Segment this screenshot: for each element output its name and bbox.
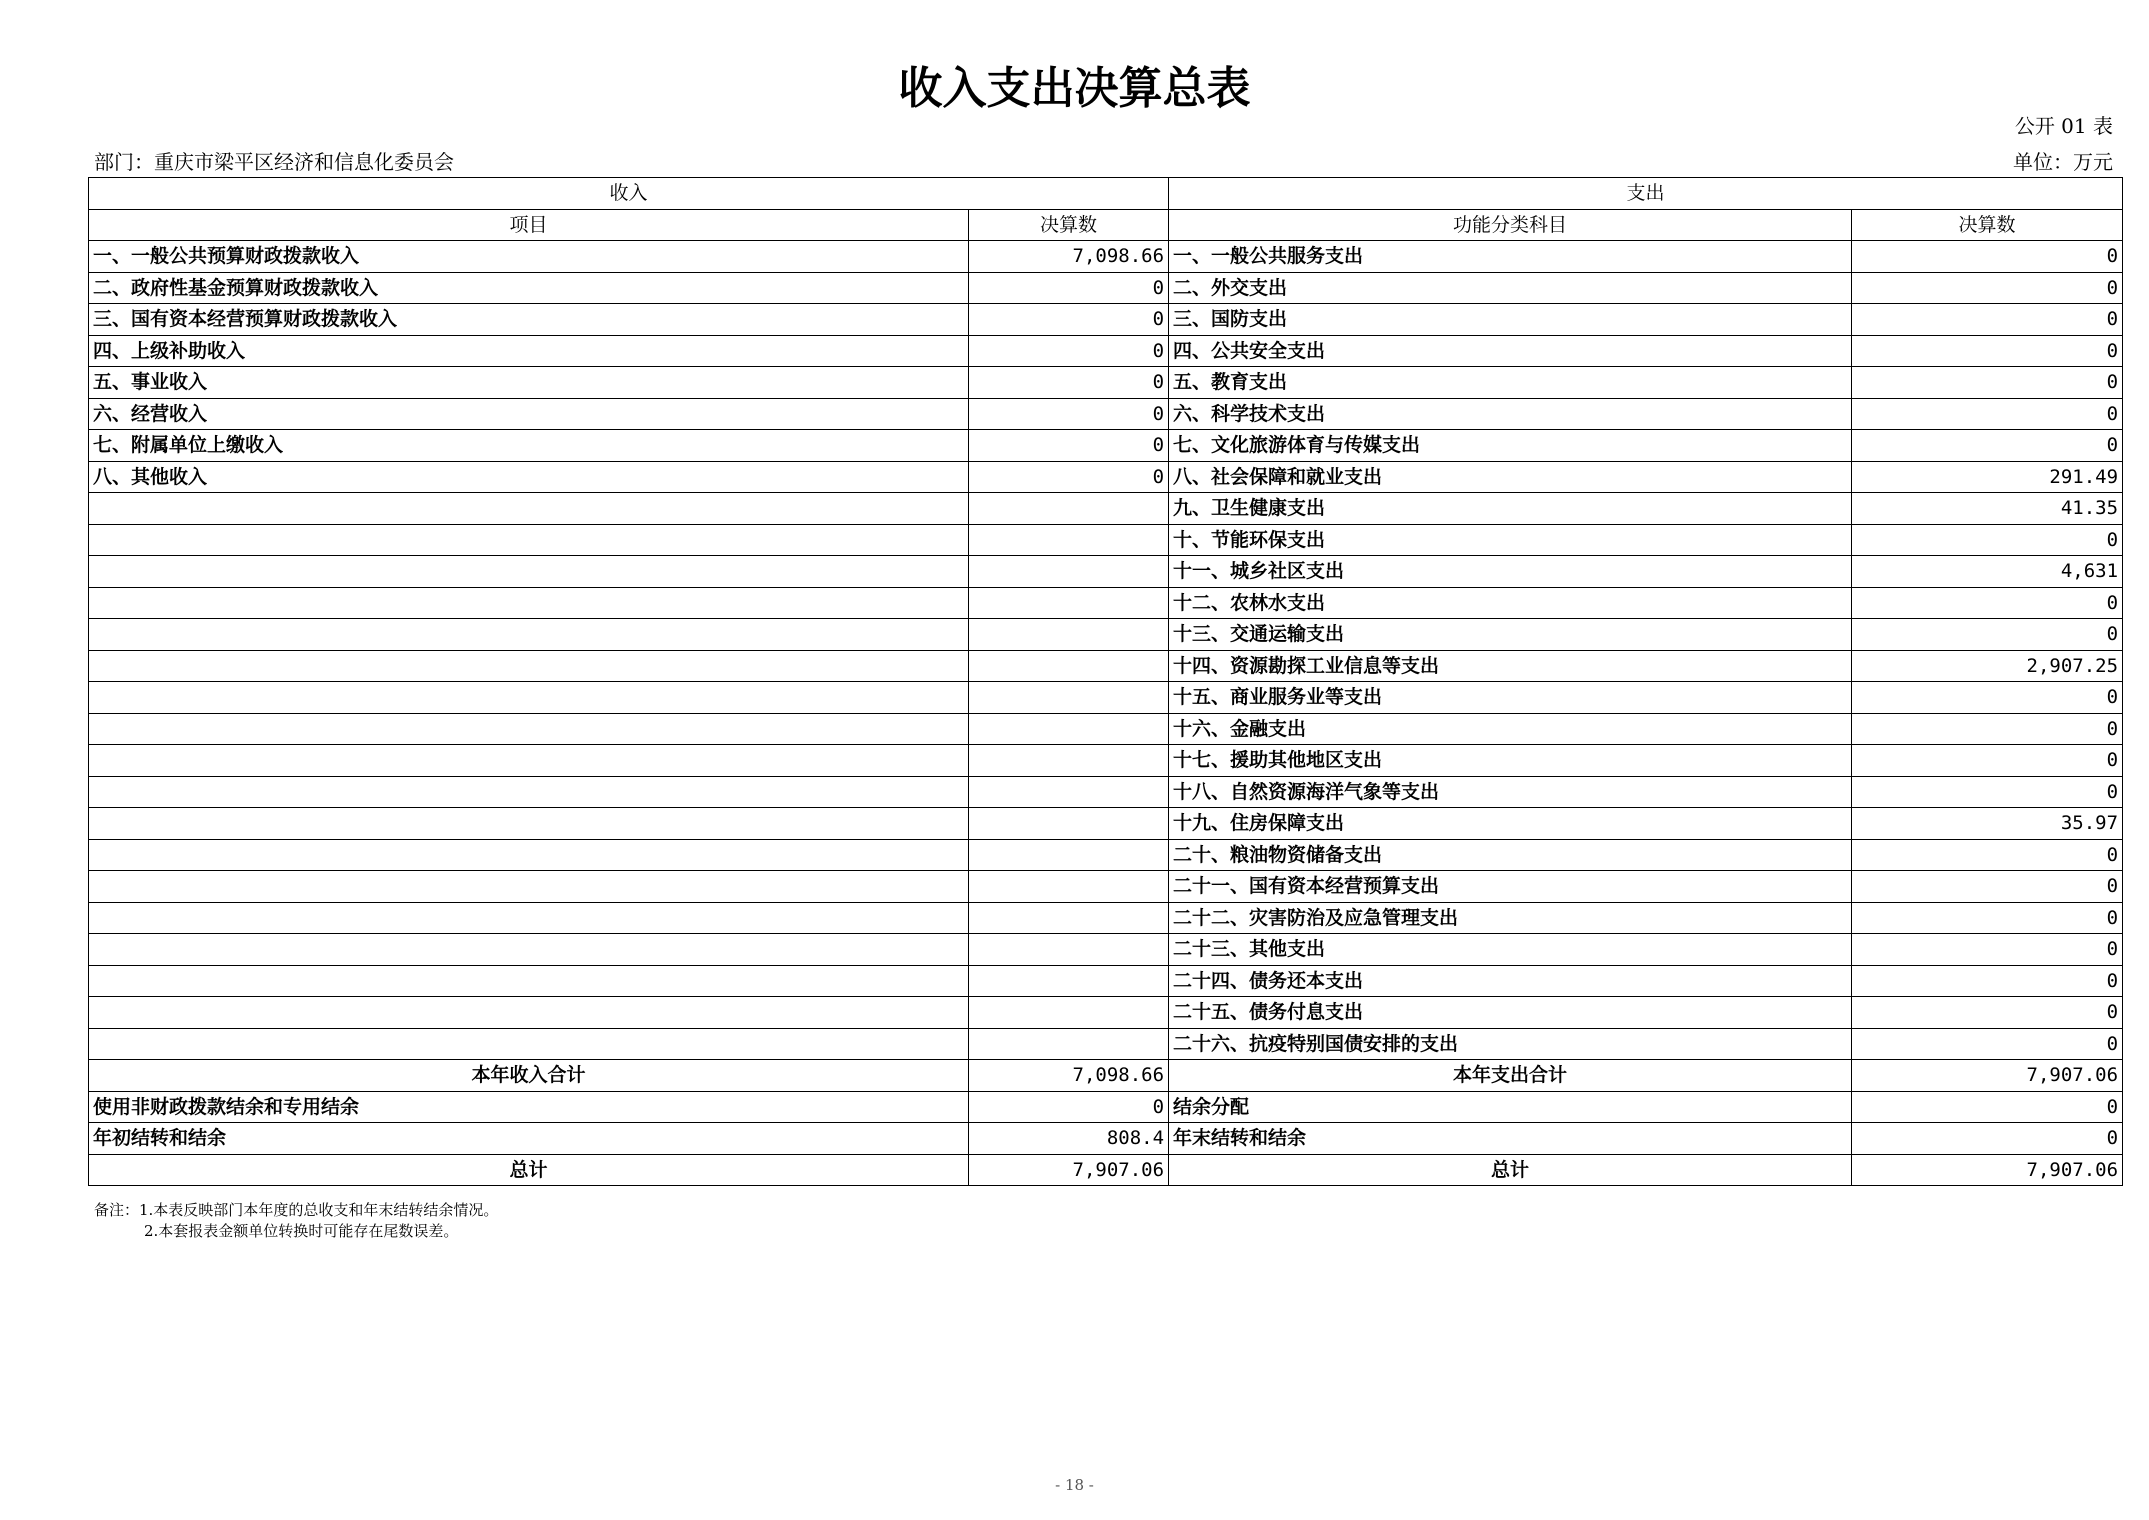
expense-amount-cell: 0 (1852, 902, 2123, 934)
expense-amount-cell: 0 (1852, 871, 2123, 903)
table-row (89, 556, 2123, 588)
expense-item-cell: 五、教育支出 (1169, 367, 1852, 399)
income-item-cell: 二、政府性基金预算财政拨款收入 (89, 272, 969, 304)
expense-amount-cell: 0 (1852, 682, 2123, 714)
expense-item-cell: 十、节能环保支出 (1169, 524, 1852, 556)
income-item-cell (89, 776, 969, 808)
table-row (89, 1028, 2123, 1060)
table-row (89, 619, 2123, 651)
page-title: 收入支出决算总表 (898, 63, 1251, 114)
table-row (89, 934, 2123, 966)
income-item-cell: 五、事业收入 (89, 367, 969, 399)
income-item-cell (89, 997, 969, 1029)
income-item-cell: 年初结转和结余 (89, 1123, 969, 1155)
income-amount-cell (969, 713, 1169, 745)
table-row (89, 367, 2123, 399)
page-number: - 18 - (1055, 1476, 1094, 1494)
income-amount-cell (969, 776, 1169, 808)
expense-amount-cell: 0 (1852, 934, 2123, 966)
note-line: 备注：1.本表反映部门本年度的总收支和年末结转结余情况。 (94, 1201, 499, 1219)
income-amount-cell: 0 (969, 367, 1169, 399)
expense-item-cell: 二、外交支出 (1169, 272, 1852, 304)
income-amount-cell: 808.4 (969, 1123, 1169, 1155)
income-amount-cell (969, 808, 1169, 840)
expense-item-cell: 四、公共安全支出 (1169, 335, 1852, 367)
income-item-cell (89, 619, 969, 651)
expense-total-label: 总计 (1169, 1154, 1852, 1186)
income-item-cell: 四、上级补助收入 (89, 335, 969, 367)
income-item-cell (89, 524, 969, 556)
income-total-label: 总计 (89, 1154, 969, 1186)
expense-item-cell: 二十、粮油物资储备支出 (1169, 839, 1852, 871)
budget-table (88, 177, 2123, 1186)
table-row (89, 272, 2123, 304)
expense-item-cell: 十七、援助其他地区支出 (1169, 745, 1852, 777)
table-row (89, 776, 2123, 808)
income-item-cell (89, 713, 969, 745)
expense-amount-cell: 2,907.25 (1852, 650, 2123, 682)
subtotal-row (89, 1060, 2123, 1092)
income-item-cell: 使用非财政拨款结余和专用结余 (89, 1091, 969, 1123)
expense-item-cell: 一、一般公共服务支出 (1169, 241, 1852, 273)
section-header-row (89, 178, 2123, 210)
expense-item-cell: 十九、住房保障支出 (1169, 808, 1852, 840)
income-amount-cell (969, 965, 1169, 997)
income-total-value: 7,907.06 (969, 1154, 1169, 1186)
table-row (89, 965, 2123, 997)
expense-item-cell: 二十二、灾害防治及应急管理支出 (1169, 902, 1852, 934)
table-row (89, 430, 2123, 462)
expense-amount-cell: 0 (1852, 1028, 2123, 1060)
expense-item-cell: 九、卫生健康支出 (1169, 493, 1852, 525)
expense-amount-cell: 0 (1852, 304, 2123, 336)
expense-subtotal-label: 本年支出合计 (1169, 1060, 1852, 1092)
expense-amount-cell: 0 (1852, 713, 2123, 745)
income-amount-cell (969, 682, 1169, 714)
income-item-cell (89, 808, 969, 840)
income-amount-cell (969, 619, 1169, 651)
table-row (89, 398, 2123, 430)
income-amount-cell (969, 524, 1169, 556)
income-amount-cell: 7,098.66 (969, 241, 1169, 273)
expense-item-cell: 二十五、债务付息支出 (1169, 997, 1852, 1029)
table-row (89, 682, 2123, 714)
income-amount-cell (969, 934, 1169, 966)
table-body (89, 178, 2123, 1186)
expense-amount-cell: 0 (1852, 430, 2123, 462)
expense-amount-cell: 0 (1852, 745, 2123, 777)
item-column-header: 项目 (89, 209, 969, 241)
expense-amount-cell: 0 (1852, 619, 2123, 651)
expense-item-cell: 十六、金融支出 (1169, 713, 1852, 745)
expense-amount-cell: 35.97 (1852, 808, 2123, 840)
expense-item-cell: 二十三、其他支出 (1169, 934, 1852, 966)
income-amount-column-header: 决算数 (969, 209, 1169, 241)
expense-item-cell: 十三、交通运输支出 (1169, 619, 1852, 651)
expense-item-cell: 七、文化旅游体育与传媒支出 (1169, 430, 1852, 462)
income-item-cell (89, 493, 969, 525)
expense-amount-cell: 4,631 (1852, 556, 2123, 588)
expense-item-cell: 十八、自然资源海洋气象等支出 (1169, 776, 1852, 808)
table-row (89, 241, 2123, 273)
expense-item-cell: 二十一、国有资本经营预算支出 (1169, 871, 1852, 903)
column-header-row (89, 209, 2123, 241)
table-row (89, 1091, 2123, 1123)
table-row (89, 997, 2123, 1029)
income-amount-cell (969, 556, 1169, 588)
expense-item-cell: 十二、农林水支出 (1169, 587, 1852, 619)
department-label: 部门：重庆市梁平区经济和信息化委员会 (94, 150, 454, 174)
expense-total-value: 7,907.06 (1852, 1154, 2123, 1186)
table-row (89, 902, 2123, 934)
income-section-header: 收入 (89, 178, 1169, 210)
expense-amount-cell: 0 (1852, 997, 2123, 1029)
income-item-cell (89, 871, 969, 903)
expense-amount-cell: 0 (1852, 965, 2123, 997)
expense-item-cell: 二十四、债务还本支出 (1169, 965, 1852, 997)
expense-amount-cell: 291.49 (1852, 461, 2123, 493)
income-item-cell (89, 650, 969, 682)
income-item-cell: 七、附属单位上缴收入 (89, 430, 969, 462)
income-amount-cell: 0 (969, 430, 1169, 462)
expense-amount-cell: 0 (1852, 776, 2123, 808)
table-row (89, 524, 2123, 556)
income-amount-cell: 0 (969, 335, 1169, 367)
income-subtotal-value: 7,098.66 (969, 1060, 1169, 1092)
expense-item-cell: 年末结转和结余 (1169, 1123, 1852, 1155)
table-row (89, 304, 2123, 336)
expense-item-cell: 十五、商业服务业等支出 (1169, 682, 1852, 714)
table-row (89, 587, 2123, 619)
income-item-cell (89, 934, 969, 966)
income-item-cell (89, 556, 969, 588)
expense-item-cell: 六、科学技术支出 (1169, 398, 1852, 430)
total-row (89, 1154, 2123, 1186)
income-amount-cell: 0 (969, 461, 1169, 493)
expense-amount-cell: 0 (1852, 587, 2123, 619)
income-item-cell: 三、国有资本经营预算财政拨款收入 (89, 304, 969, 336)
table-row (89, 650, 2123, 682)
income-item-cell: 六、经营收入 (89, 398, 969, 430)
notes (94, 1200, 498, 1242)
income-amount-cell (969, 871, 1169, 903)
expense-amount-cell: 41.35 (1852, 493, 2123, 525)
expense-item-cell: 三、国防支出 (1169, 304, 1852, 336)
income-amount-cell (969, 745, 1169, 777)
expense-subtotal-value: 7,907.06 (1852, 1060, 2123, 1092)
income-amount-cell: 0 (969, 1091, 1169, 1123)
expense-amount-cell: 0 (1852, 272, 2123, 304)
expense-item-cell: 结余分配 (1169, 1091, 1852, 1123)
income-item-cell (89, 1028, 969, 1060)
function-column-header: 功能分类科目 (1169, 209, 1852, 241)
income-item-cell (89, 745, 969, 777)
expense-amount-cell: 0 (1852, 1123, 2123, 1155)
note-line: 2.本套报表金额单位转换时可能存在尾数误差。 (144, 1222, 459, 1240)
expense-item-cell: 十一、城乡社区支出 (1169, 556, 1852, 588)
income-item-cell (89, 587, 969, 619)
income-subtotal-label: 本年收入合计 (89, 1060, 969, 1092)
income-item-cell (89, 682, 969, 714)
income-amount-cell (969, 587, 1169, 619)
expense-amount-column-header: 决算数 (1852, 209, 2123, 241)
income-item-cell (89, 965, 969, 997)
table-row (89, 808, 2123, 840)
income-amount-cell (969, 493, 1169, 525)
table-row (89, 335, 2123, 367)
expense-item-cell: 十四、资源勘探工业信息等支出 (1169, 650, 1852, 682)
expense-amount-cell: 0 (1852, 524, 2123, 556)
expense-section-header: 支出 (1169, 178, 2123, 210)
table-row (89, 493, 2123, 525)
expense-item-cell: 二十六、抗疫特别国债安排的支出 (1169, 1028, 1852, 1060)
income-item-cell (89, 839, 969, 871)
expense-amount-cell: 0 (1852, 367, 2123, 399)
income-amount-cell (969, 650, 1169, 682)
form-number: 公开 01 表 (2014, 114, 2113, 138)
income-amount-cell (969, 902, 1169, 934)
expense-amount-cell: 0 (1852, 335, 2123, 367)
table-row (89, 713, 2123, 745)
expense-amount-cell: 0 (1852, 241, 2123, 273)
income-item-cell: 八、其他收入 (89, 461, 969, 493)
expense-amount-cell: 0 (1852, 398, 2123, 430)
table-row (89, 461, 2123, 493)
income-amount-cell: 0 (969, 272, 1169, 304)
expense-amount-cell: 0 (1852, 1091, 2123, 1123)
income-amount-cell: 0 (969, 304, 1169, 336)
table-row (89, 871, 2123, 903)
expense-item-cell: 八、社会保障和就业支出 (1169, 461, 1852, 493)
table-row (89, 745, 2123, 777)
table-row (89, 1123, 2123, 1155)
income-amount-cell (969, 1028, 1169, 1060)
income-amount-cell (969, 839, 1169, 871)
income-item-cell (89, 902, 969, 934)
income-item-cell: 一、一般公共预算财政拨款收入 (89, 241, 969, 273)
income-amount-cell (969, 997, 1169, 1029)
unit-label: 单位：万元 (2013, 150, 2113, 174)
expense-amount-cell: 0 (1852, 839, 2123, 871)
table-row (89, 839, 2123, 871)
income-amount-cell: 0 (969, 398, 1169, 430)
